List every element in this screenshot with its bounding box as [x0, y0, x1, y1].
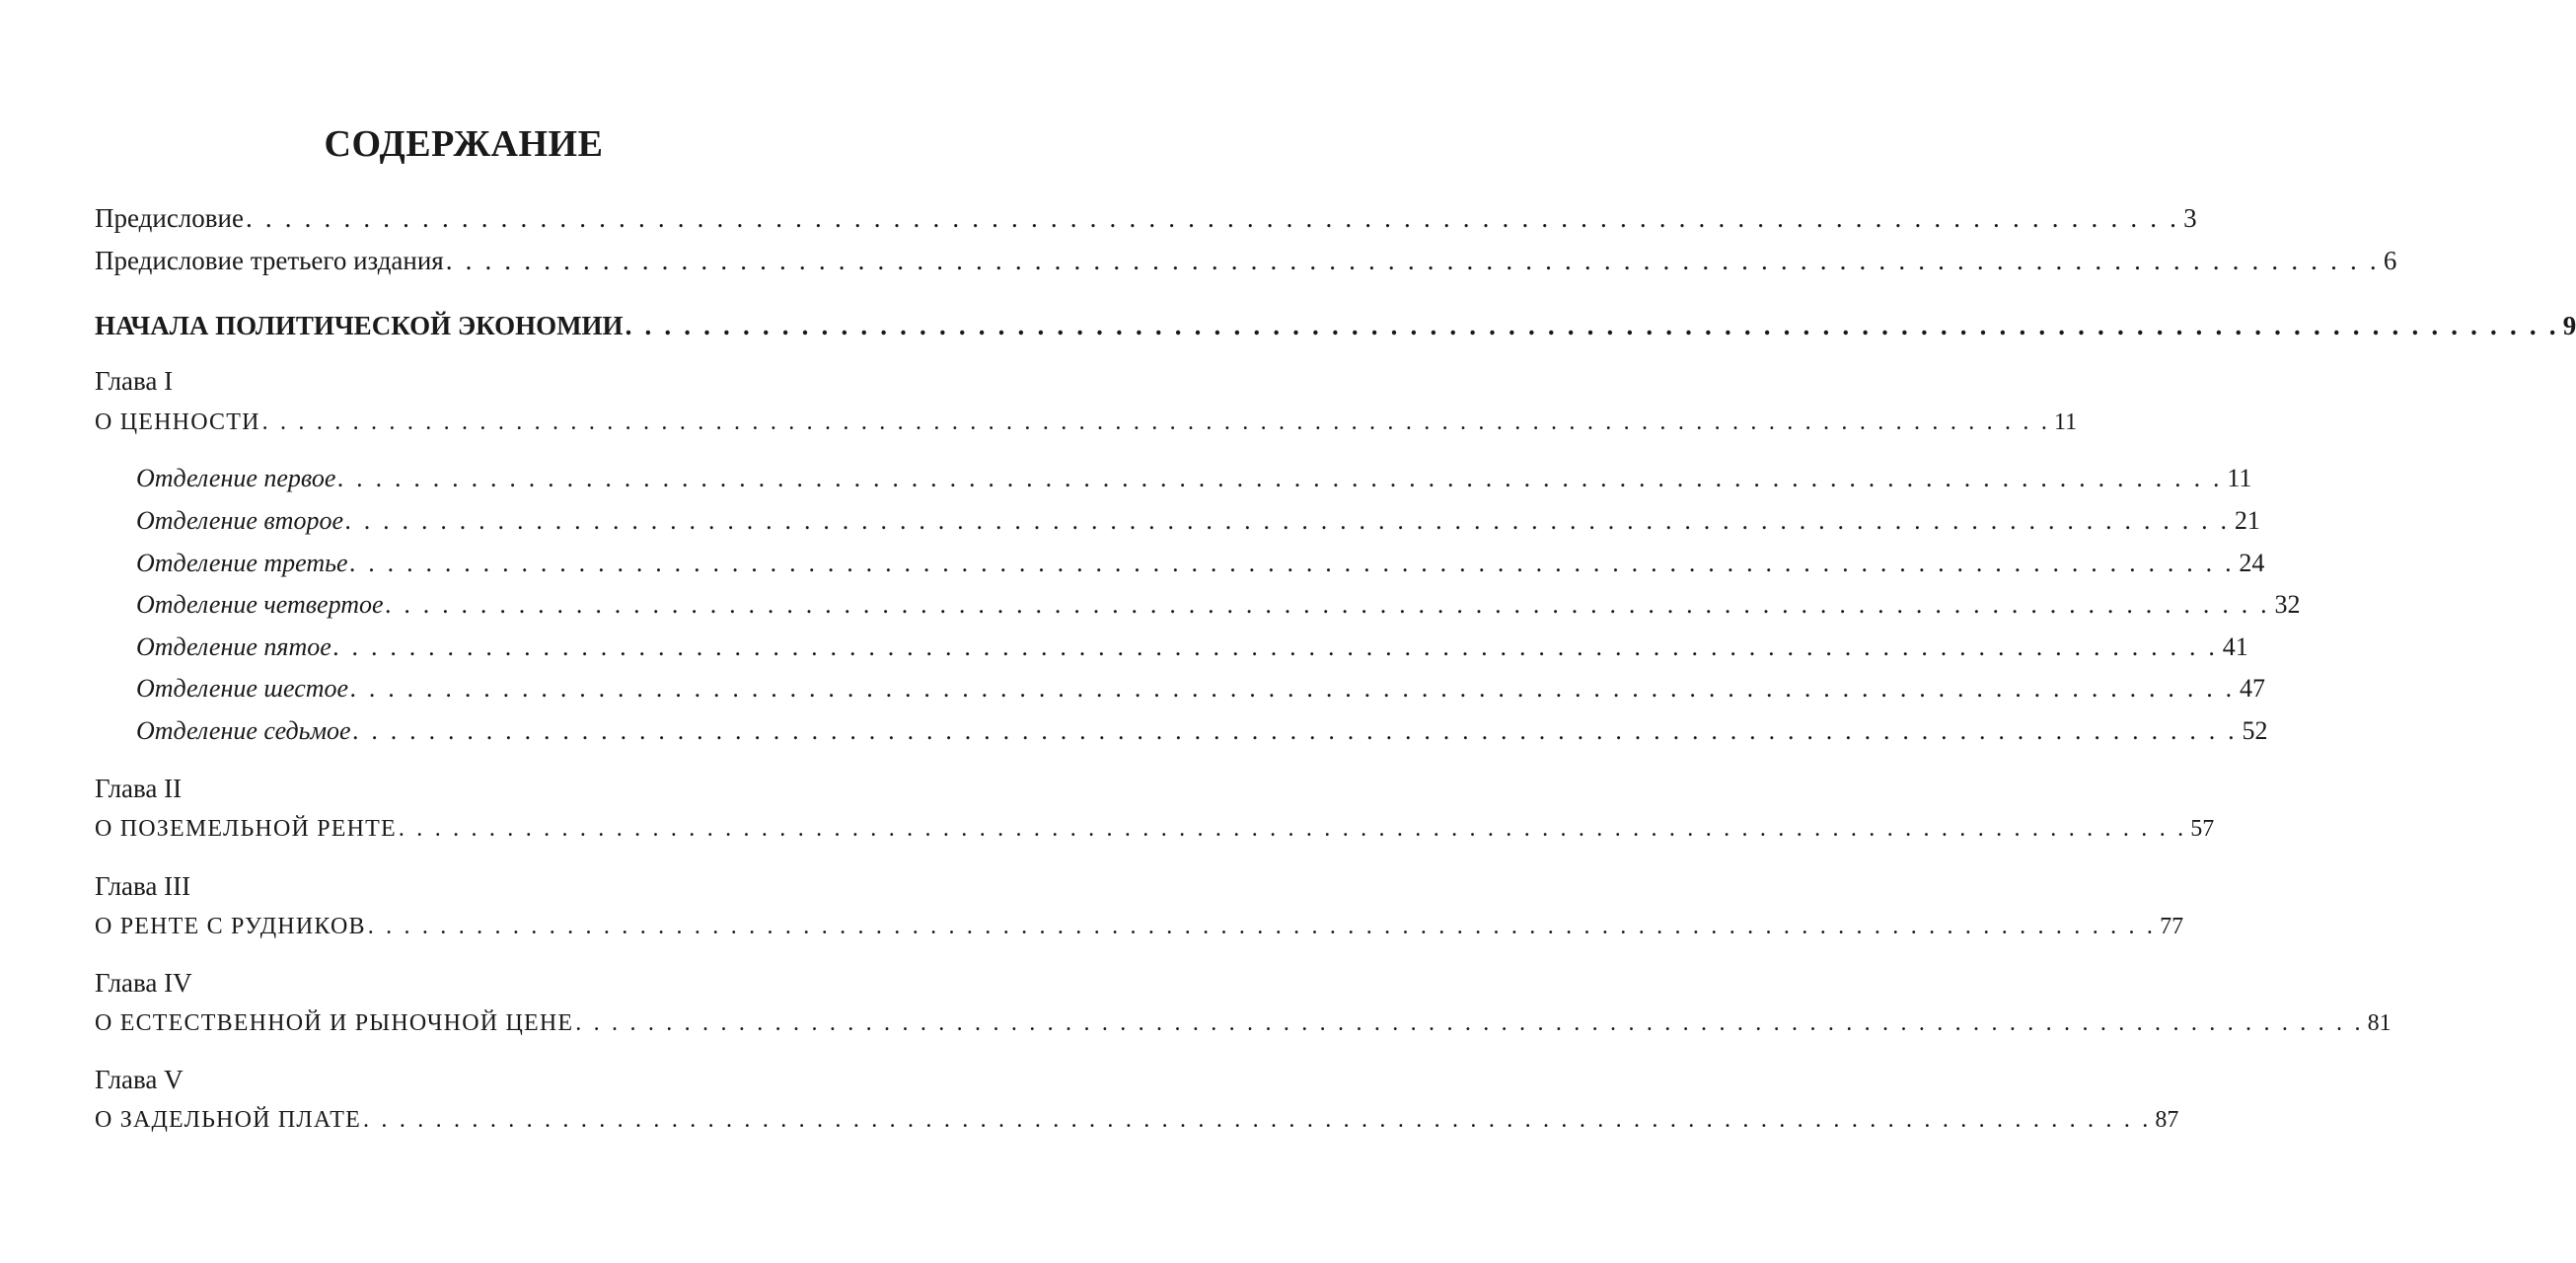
toc-entry-label: Предисловие	[95, 203, 244, 233]
dot-leader: . . . . . . . . . . . . . . . . . . . . . . . . . . . . . . . . . . . . . . . . . . . . . . . . . . . . . . . . . . . . . . . . . . . . . . . . . . . . . . . . . . . . . . . . . . . . . . . . . . .	[398, 816, 2187, 842]
chapter-label: Глава I	[95, 366, 174, 396]
toc-page-number: 11	[2054, 409, 2078, 435]
toc-entry-chapter-3[interactable]	[95, 911, 2184, 942]
toc-entry-section[interactable]	[136, 631, 2248, 664]
toc-entry-part[interactable]	[95, 309, 2576, 342]
dot-leader: . . . . . . . . . . . . . . . . . . . . . . . . . . . . . . . . . . . . . . . . . . . . . . . . . . . . . . . . . . . . . . . . . . . . . . . . . . . . . . . . . . . . . . . . . . . . . . . . . . .	[350, 674, 2236, 703]
toc-page-number: 77	[2160, 914, 2184, 939]
toc-entry-preface[interactable]	[95, 201, 2197, 235]
toc-entry-section[interactable]	[136, 462, 2252, 495]
dot-leader: . . . . . . . . . . . . . . . . . . . . . . . . . . . . . . . . . . . . . . . . . . . . . . . . . . . . . . . . . . . . . . . . . . . . . . . . . . . . . . . . . . . . . . . . . . . . . . . . . . .	[575, 1010, 2364, 1036]
toc-page-number: 87	[2155, 1107, 2179, 1133]
toc-page-number: 47	[2239, 674, 2265, 703]
toc-entry-chapter-1[interactable]	[95, 407, 2078, 438]
toc-entry-section[interactable]	[136, 504, 2260, 538]
toc-page-number: 52	[2242, 716, 2268, 745]
toc-entry-label: Предисловие третьего издания	[95, 246, 444, 275]
dot-leader: . . . . . . . . . . . . . . . . . . . . . . . . . . . . . . . . . . . . . . . . . . . . . . . . . . . . . . . . . . . . . . . . . . . . . . . . . . . . . . . . . . . . . . . . . . . . . . . . . . .	[337, 464, 2224, 492]
toc-entry-label: Отделение седьмое	[136, 716, 351, 745]
toc-entry-label: О ЕСТЕСТВЕННОЙ И РЫНОЧНОЙ ЦЕНЕ	[95, 1010, 574, 1036]
toc-page-number: 41	[2222, 632, 2248, 661]
dot-leader: . . . . . . . . . . . . . . . . . . . . . . . . . . . . . . . . . . . . . . . . . . . . . . . . . . . . . . . . . . . . . . . . . . . . . . . . . . . . . . . . . . . . . . . . . . . . . . . . . . .	[261, 409, 2051, 435]
chapter-label: Глава V	[95, 1065, 184, 1094]
dot-leader: . . . . . . . . . . . . . . . . . . . . . . . . . . . . . . . . . . . . . . . . . . . . . . . . . . . . . . . . . . . . . . . . . . . . . . . . . . . . . . . . . . . . . . . . . . . . . . . . . . .	[349, 549, 2236, 577]
toc-entry-section[interactable]	[136, 714, 2268, 748]
toc-entry-label: О РЕНТЕ С РУДНИКОВ	[95, 914, 366, 939]
page-title: СОДЕРЖАНИЕ	[324, 123, 604, 165]
dot-leader: . . . . . . . . . . . . . . . . . . . . . . . . . . . . . . . . . . . . . . . . . . . . . . . . . . . . . . . . . . . . . . . . . . . . . . . . . . . . . . . . . . . . . . . . . . . . . . . . . . .	[332, 632, 2219, 661]
dot-leader: . . . . . . . . . . . . . . . . . . . . . . . . . . . . . . . . . . . . . . . . . . . . . . . . . . . . . . . . . . . . . . . . . . . . . . . . . . . . . . . . . . . . . . . . . . . . . . . . . . .	[245, 203, 2180, 233]
dot-leader: . . . . . . . . . . . . . . . . . . . . . . . . . . . . . . . . . . . . . . . . . . . . . . . . . . . . . . . . . . . . . . . . . . . . . . . . . . . . . . . . . . . . . . . . . . . . . . . . . . .	[625, 311, 2559, 340]
dot-leader: . . . . . . . . . . . . . . . . . . . . . . . . . . . . . . . . . . . . . . . . . . . . . . . . . . . . . . . . . . . . . . . . . . . . . . . . . . . . . . . . . . . . . . . . . . . . . . . . . . .	[445, 246, 2380, 275]
toc-entry-label: О ПОЗЕМЕЛЬНОЙ РЕНТЕ	[95, 816, 397, 842]
chapter-label: Глава II	[95, 774, 183, 803]
toc-page-number: 32	[2274, 590, 2301, 619]
chapter-label: Глава IV	[95, 968, 192, 998]
toc-entry-label: Отделение третье	[136, 549, 348, 577]
toc-page-number: 3	[2183, 203, 2197, 233]
toc-entry-label: Отделение первое	[136, 464, 336, 492]
toc-page-number: 9	[2562, 311, 2576, 340]
toc-page-number: 21	[2234, 506, 2260, 535]
toc-entry-label: Отделение четвертое	[136, 590, 384, 619]
toc-entry-label: О ЗАДЕЛЬНОЙ ПЛАТЕ	[95, 1107, 362, 1133]
toc-entry-chapter-4[interactable]	[95, 1007, 2392, 1039]
toc-page-number: 6	[2383, 246, 2397, 275]
toc-entry-label: Отделение пятое	[136, 632, 331, 661]
toc-page-number: 11	[2227, 464, 2252, 492]
toc-entry-chapter-5[interactable]	[95, 1104, 2179, 1136]
toc-entry-label: О ЦЕННОСТИ	[95, 409, 260, 435]
toc-entry-preface-third-edition[interactable]	[95, 244, 2397, 277]
toc-entry-chapter-2[interactable]	[95, 813, 2215, 845]
toc-entry-label: НАЧАЛА ПОЛИТИЧЕСКОЙ ЭКОНОМИИ	[95, 311, 624, 340]
dot-leader: . . . . . . . . . . . . . . . . . . . . . . . . . . . . . . . . . . . . . . . . . . . . . . . . . . . . . . . . . . . . . . . . . . . . . . . . . . . . . . . . . . . . . . . . . . . . . . . . . . .	[367, 914, 2157, 939]
toc-page-number: 57	[2190, 816, 2215, 842]
dot-leader: . . . . . . . . . . . . . . . . . . . . . . . . . . . . . . . . . . . . . . . . . . . . . . . . . . . . . . . . . . . . . . . . . . . . . . . . . . . . . . . . . . . . . . . . . . . . . . . . . . .	[344, 506, 2231, 535]
toc-entry-label: Отделение шестое	[136, 674, 349, 703]
toc-entry-section[interactable]	[136, 547, 2265, 580]
dot-leader: . . . . . . . . . . . . . . . . . . . . . . . . . . . . . . . . . . . . . . . . . . . . . . . . . . . . . . . . . . . . . . . . . . . . . . . . . . . . . . . . . . . . . . . . . . . . . . . . . . .	[385, 590, 2271, 619]
dot-leader: . . . . . . . . . . . . . . . . . . . . . . . . . . . . . . . . . . . . . . . . . . . . . . . . . . . . . . . . . . . . . . . . . . . . . . . . . . . . . . . . . . . . . . . . . . . . . . . . . . .	[363, 1107, 2152, 1133]
toc-page-number: 81	[2367, 1010, 2392, 1036]
toc-page-number: 24	[2239, 549, 2265, 577]
dot-leader: . . . . . . . . . . . . . . . . . . . . . . . . . . . . . . . . . . . . . . . . . . . . . . . . . . . . . . . . . . . . . . . . . . . . . . . . . . . . . . . . . . . . . . . . . . . . . . . . . . .	[352, 716, 2239, 745]
chapter-label: Глава III	[95, 871, 191, 901]
toc-entry-section[interactable]	[136, 588, 2301, 622]
toc-entry-section[interactable]	[136, 672, 2265, 706]
toc-entry-label: Отделение второе	[136, 506, 343, 535]
